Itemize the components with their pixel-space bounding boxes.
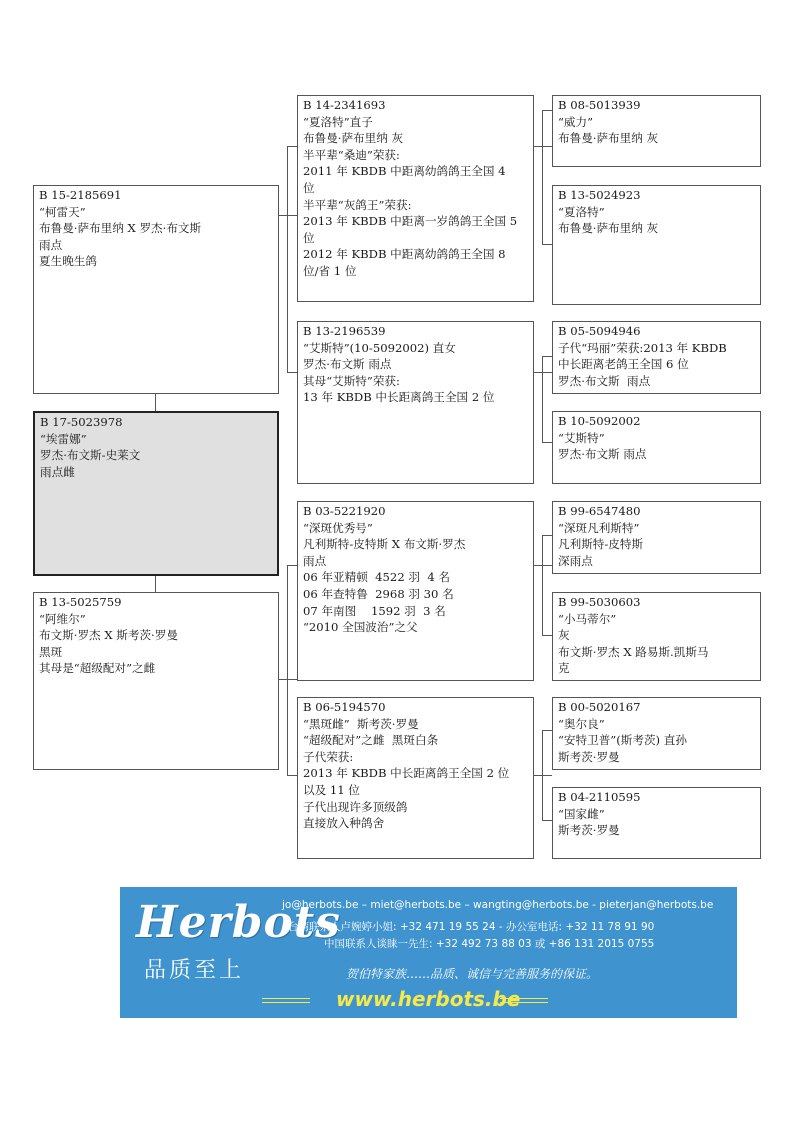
sire-dam-dam-box xyxy=(552,411,761,484)
dam-dam-sire-box xyxy=(552,697,761,770)
connector-line xyxy=(542,635,552,636)
pedigree-line: 罗杰·布文斯 雨点 xyxy=(303,357,392,372)
pedigree-line: “深斑凡利斯特” xyxy=(558,520,640,535)
sire-dam-box xyxy=(297,321,534,484)
dam-sire-dam-box xyxy=(552,592,761,681)
pedigree-line: 罗杰·布文斯-史莱文 xyxy=(40,448,141,463)
dam-dam-dam-box xyxy=(552,787,761,859)
banner-url[interactable]: www.herbots.be xyxy=(336,987,521,1011)
dam-sire-sire-box xyxy=(552,501,761,574)
pedigree-line: “深斑优秀号” xyxy=(303,520,373,535)
connector-line xyxy=(287,146,288,372)
pedigree-line: 2011 年 KBDB 中距离幼鸽鸽王全国 4 xyxy=(303,164,506,179)
ring-number: B 06-5194570 xyxy=(303,700,386,714)
pedigree-line: “夏洛特”直子 xyxy=(303,114,373,129)
pedigree-line: 斯考茨·罗曼 xyxy=(558,823,620,838)
connector-line xyxy=(287,775,297,776)
pedigree-line: 位 xyxy=(303,180,315,195)
pedigree-line: 直接放入种鸽舍 xyxy=(303,816,385,831)
connector-line xyxy=(542,356,552,357)
ring-number: B 17-5023978 xyxy=(40,415,123,429)
pedigree-line: “国家雌” xyxy=(558,806,605,821)
pedigree-line: “艾斯特”(10-5092002) 直女 xyxy=(303,340,456,355)
connector-line xyxy=(287,565,297,566)
pedigree-line: “艾斯特” xyxy=(558,430,605,445)
pedigree-line: 克 xyxy=(558,661,570,676)
pedigree-line: 雨点 xyxy=(303,553,327,568)
pedigree-line: 以及 11 位 xyxy=(303,782,360,797)
pedigree-line: 其母“艾斯特”荣获: xyxy=(303,373,400,388)
pedigree-line: 2013 年 KBDB 中长距离鸽王全国 2 位 xyxy=(303,766,510,781)
pedigree-line: 06 年查特鲁 2968 羽 30 名 xyxy=(303,586,454,601)
pedigree-line: “阿维尔” xyxy=(39,611,86,626)
pedigree-line: 布文斯·罗杰 X 路易斯.凯斯马 xyxy=(558,644,709,659)
sire-box xyxy=(33,185,279,394)
pedigree-line: 07 年南图 1592 羽 3 名 xyxy=(303,603,446,618)
dam-sire-box xyxy=(297,501,534,681)
pedigree-line: “威力” xyxy=(558,114,594,129)
ring-number: B 13-5024923 xyxy=(558,188,641,202)
connector-line xyxy=(542,110,552,111)
banner-divider xyxy=(500,998,548,1003)
pedigree-line: 布鲁曼·萨布里纳 灰 xyxy=(558,131,659,146)
sire-sire-box xyxy=(297,95,534,302)
pedigree-line: 斯考茨·罗曼 xyxy=(558,749,620,764)
pedigree-line: 子代“玛丽”荣获:2013 年 KBDB xyxy=(558,340,727,355)
pedigree-line: 位 xyxy=(303,230,315,245)
pedigree-line: 深雨点 xyxy=(558,553,593,568)
connector-line xyxy=(542,820,552,821)
ring-number: B 13-5025759 xyxy=(39,595,122,609)
dam-box xyxy=(33,592,279,770)
pedigree-line: “埃雷娜” xyxy=(40,431,87,446)
pedigree-line: 子代荣获: xyxy=(303,749,354,764)
pedigree-line: 布鲁曼·萨布里纳 灰 xyxy=(558,221,659,236)
pedigree-line: 布鲁曼·萨布里纳 灰 xyxy=(303,131,404,146)
banner-slogan: 品质至上 xyxy=(144,958,245,983)
pedigree-line: 雨点雌 xyxy=(40,464,75,479)
dam-dam-box xyxy=(297,697,534,859)
pedigree-line: 半平辈“灰鸽王”荣获: xyxy=(303,197,412,212)
banner-tagline: 贺伯特家族……品质、诚信与完善服务的保证。 xyxy=(346,967,599,981)
pedigree-line: 2013 年 KBDB 中距离一岁鸽鸽王全国 5 xyxy=(303,214,518,229)
connector-line xyxy=(287,565,288,775)
pedigree-line: “奥尔良” xyxy=(558,716,605,731)
connector-line xyxy=(542,442,552,443)
ring-number: B 00-5020167 xyxy=(558,700,641,714)
herbots-banner xyxy=(120,887,737,1018)
ring-number: B 10-5092002 xyxy=(558,414,641,428)
pedigree-line: 罗杰·布文斯 雨点 xyxy=(558,447,647,462)
sire-dam-sire-box xyxy=(552,321,761,394)
connector-line xyxy=(287,146,297,147)
pedigree-line: “超级配对”之雌 黑斑白条 xyxy=(303,733,439,748)
pedigree-line: 2012 年 KBDB 中距离幼鸽鸽王全国 8 xyxy=(303,247,506,262)
ring-number: B 03-5221920 xyxy=(303,504,386,518)
banner-taiwan-contact: 台湾联系人卢婉婷小姐: +32 471 19 55 24 - 办公室电话: +32 11 78 91 90 xyxy=(288,921,655,933)
ring-number: B 14-2341693 xyxy=(303,98,386,112)
pedigree-line: “安特卫普”(斯考茨) 直孙 xyxy=(558,733,687,748)
ring-number: B 05-5094946 xyxy=(558,324,641,338)
pedigree-line: 位/省 1 位 xyxy=(303,263,357,278)
banner-china-contact: 中国联系人谈睐一先生: +32 492 73 88 03 或 +86 131 2015 0755 xyxy=(324,938,655,950)
sire-sire-dam-box xyxy=(552,185,761,305)
pedigree-line: 凡利斯特-皮特斯 xyxy=(558,537,644,552)
connector-line xyxy=(542,730,552,731)
banner-emails: jo@herbots.be – miet@herbots.be – wangting@herbots.be - pieterjan@herbots.be xyxy=(282,899,714,911)
pedigree-line: 06 年亚精顿 4522 羽 4 名 xyxy=(303,570,450,585)
ring-number: B 99-6547480 xyxy=(558,504,641,518)
pedigree-line: 中长距离老鸽王全国 6 位 xyxy=(558,357,689,372)
sire-sire-sire-box xyxy=(552,95,761,167)
connector-line xyxy=(542,110,543,244)
pedigree-line: 雨点 xyxy=(39,237,63,252)
pedigree-line: 其母是“超级配对”之雌 xyxy=(39,661,156,676)
connector-line xyxy=(287,372,297,373)
connector-line xyxy=(542,244,552,245)
pedigree-line: 半平辈“桑迪”荣获: xyxy=(303,147,400,162)
connector-line xyxy=(155,393,156,411)
pedigree-line: 灰 xyxy=(558,628,570,643)
herbots-logo: Herbots xyxy=(136,897,341,948)
pedigree-line: 子代出现许多顶级鸽 xyxy=(303,799,408,814)
ring-number: B 13-2196539 xyxy=(303,324,386,338)
connector-line xyxy=(542,535,552,536)
pedigree-line: “柯雷天” xyxy=(39,204,86,219)
pedigree-line: “夏洛特” xyxy=(558,204,605,219)
pedigree-line: 布鲁曼·萨布里纳 X 罗杰·布文斯 xyxy=(39,221,202,236)
pedigree-line: 罗杰·布文斯 雨点 xyxy=(558,373,651,388)
subject-box xyxy=(33,411,279,576)
pedigree-line: “小马蒂尔” xyxy=(558,611,617,626)
pedigree-line: 凡利斯特-皮特斯 X 布文斯·罗杰 xyxy=(303,537,466,552)
pedigree-line: “黑斑雌” 斯考茨·罗曼 xyxy=(303,716,419,731)
ring-number: B 04-2110595 xyxy=(558,790,641,804)
connector-line xyxy=(542,730,543,820)
pedigree-line: 夏生晚生鸽 xyxy=(39,254,97,269)
connector-line xyxy=(542,535,543,635)
banner-divider xyxy=(262,998,310,1003)
ring-number: B 99-5030603 xyxy=(558,595,641,609)
ring-number: B 08-5013939 xyxy=(558,98,641,112)
pedigree-line: 13 年 KBDB 中长距离鸽王全国 2 位 xyxy=(303,390,495,405)
pedigree-line: 布文斯·罗杰 X 斯考茨·罗曼 xyxy=(39,628,178,643)
pedigree-line: 黑斑 xyxy=(39,644,63,659)
pedigree-line: “2010 全国波治”之父 xyxy=(303,620,418,635)
connector-line xyxy=(542,356,543,442)
ring-number: B 15-2185691 xyxy=(39,188,122,202)
connector-line xyxy=(155,575,156,593)
